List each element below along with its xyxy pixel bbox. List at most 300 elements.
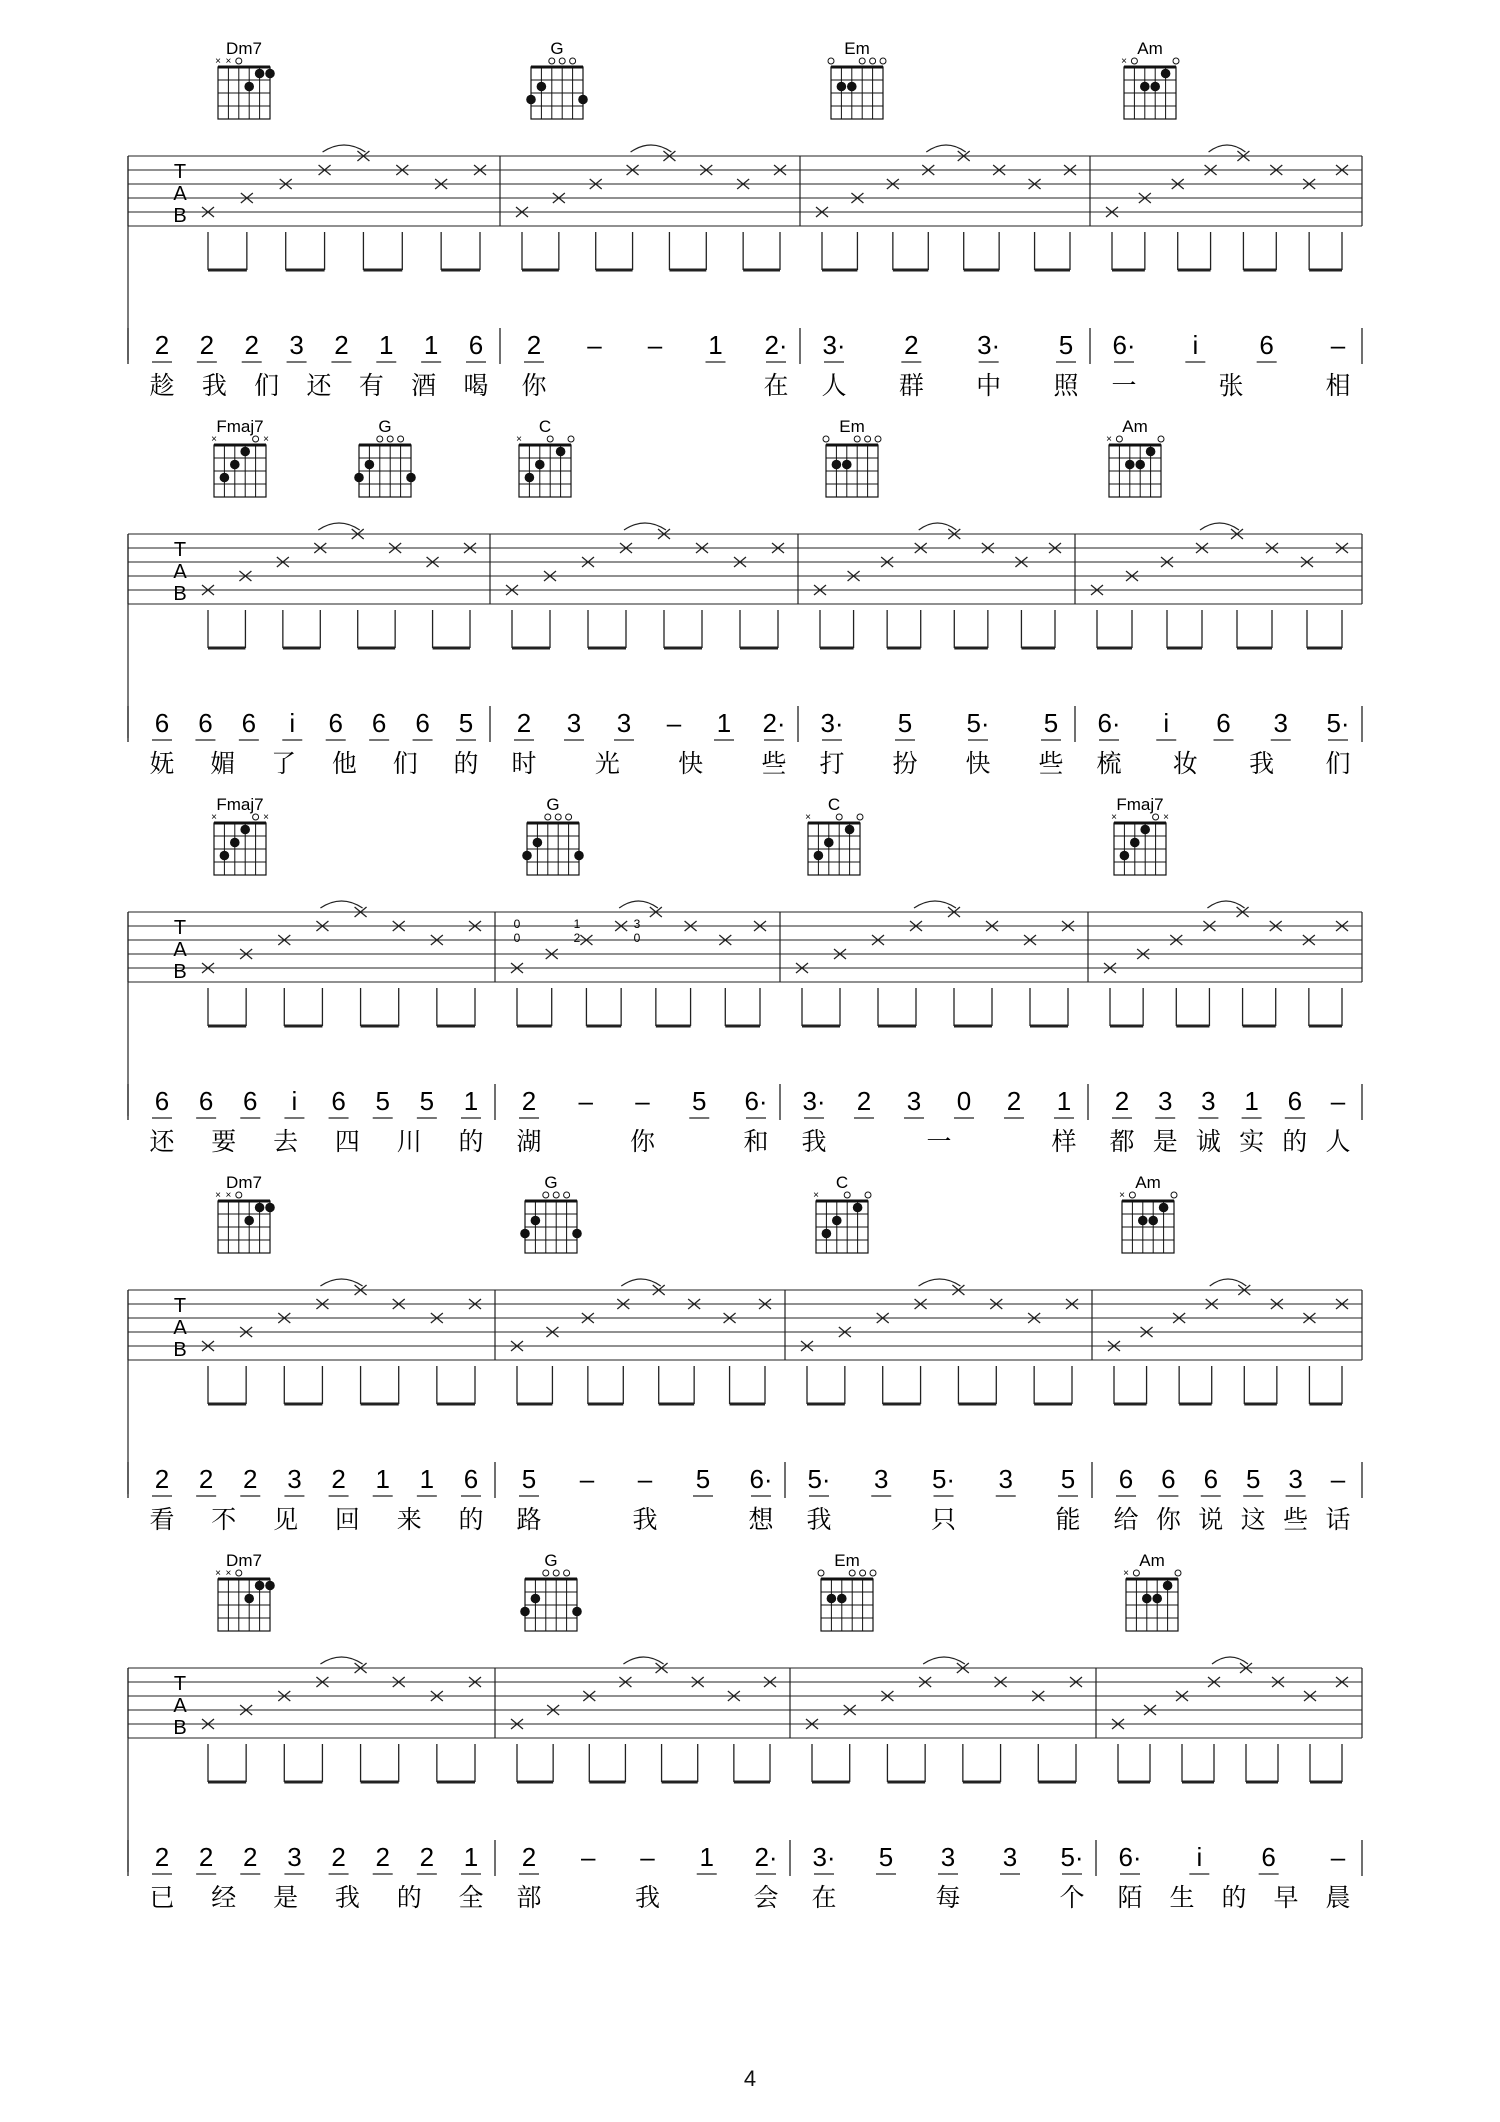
slur [1209,145,1246,152]
open-string-mark [875,436,881,442]
tab-clef-letter: T [173,1295,187,1317]
finger-dot [230,838,240,848]
lyric-char: 妩 [149,749,175,778]
muted-string-mark: × [1106,434,1112,445]
chord-diagram [828,58,886,119]
muted-string-mark: × [1119,1190,1125,1201]
lyric-char: 回 [334,1505,360,1534]
finger-dot [1148,1216,1158,1226]
lyric-char: 个 [1059,1883,1085,1912]
muted-string-mark: × [263,434,269,445]
lyric-char: 媚 [210,749,236,778]
jianpu-note: 0 [956,1086,972,1116]
jianpu-note: 2 [375,1842,390,1872]
jianpu-note: 3· [977,330,1001,360]
slur [318,523,359,530]
lyric-char: 看 [149,1505,175,1534]
lyric-char: 只 [930,1505,957,1534]
jianpu-note: 6 [154,1086,170,1116]
finger-dot [556,447,566,457]
jianpu-note: 1 [716,708,732,738]
finger-dot [827,1594,837,1604]
jianpu-note: – [640,1842,655,1872]
tab-clef-letter: A [173,1695,187,1717]
finger-dot [1152,1594,1162,1604]
jianpu-note: 6· [1097,708,1121,738]
chord-diagram [1123,1568,1181,1631]
chord-diagram [215,56,275,119]
finger-dot [578,95,588,105]
jianpu-note: 5· [1326,708,1350,738]
open-string-mark [253,436,259,442]
finger-dot [574,851,584,861]
tab-clef-letter: A [173,1317,187,1339]
lyric-char: 能 [1055,1505,1081,1534]
jianpu-note: 3 [1002,1842,1018,1872]
open-string-mark [865,1192,871,1198]
open-string-mark [236,1192,242,1198]
finger-dot [572,1607,582,1617]
jianpu-note: 5 [1043,708,1059,738]
finger-dot [1161,69,1171,79]
muted-string-mark: × [1163,812,1169,823]
lyric-char: 我 [801,1127,827,1156]
lyric-char: 样 [1051,1127,1077,1156]
tab-staff [128,1657,1362,1782]
numbered-notation [128,1840,1362,1912]
slur [624,523,666,530]
jianpu-note: 3 [906,1086,922,1116]
open-string-mark [865,436,871,442]
finger-dot [522,851,532,861]
lyric-char: 酒 [411,371,437,400]
slur [914,901,956,908]
lyric-char: 部 [516,1883,542,1912]
jianpu-note: 2 [521,1842,537,1872]
muted-string-mark: × [1121,56,1127,67]
jianpu-note: 2 [334,330,349,360]
jianpu-note: 6 [463,1464,479,1494]
lyric-char: 打 [819,749,845,778]
open-string-mark [823,436,829,442]
jianpu-note: 2 [521,1086,537,1116]
jianpu-note: 6 [415,708,430,738]
finger-dot [832,460,842,470]
chord-diagram [818,1570,876,1631]
finger-dot [537,82,547,92]
lyric-char: 是 [1152,1127,1178,1156]
slur [1210,1279,1247,1286]
lyric-char: 实 [1239,1127,1265,1156]
jianpu-note: 6· [744,1086,768,1116]
lyric-char: 的 [458,1127,484,1156]
finger-dot [842,460,852,470]
open-string-mark [1175,1570,1181,1576]
lyric-char: 我 [632,1505,658,1534]
chord-name: Em [844,39,870,58]
finger-dot [255,1203,265,1213]
jianpu-note: – [578,1086,593,1116]
lyric-char: 想 [748,1505,774,1534]
lyric-char: 见 [273,1505,299,1534]
lyric-char: 一 [1111,371,1137,400]
jianpu-note: 3 [616,708,632,738]
jianpu-note: 6· [749,1464,773,1494]
jianpu-note: 3· [802,1086,826,1116]
jianpu-note: 6 [371,708,387,738]
finger-dot [365,460,375,470]
jianpu-note: 2 [198,1842,214,1872]
chord-diagram [354,436,416,497]
muted-string-mark: × [211,812,217,823]
lyric-char: 些 [1038,749,1064,778]
muted-string-mark: × [225,56,232,67]
lyric-char: 话 [1325,1505,1351,1534]
jianpu-note: 2· [754,1842,778,1872]
lyric-char: 一 [926,1127,952,1156]
tab-fret-number: 3 [633,917,641,931]
muted-string-mark: × [215,56,221,67]
finger-dot [1159,1203,1169,1213]
chord-diagram [1106,434,1164,497]
lyric-char: 陌 [1117,1883,1143,1912]
finger-dot [533,838,543,848]
jianpu-note: 5 [458,708,474,738]
tab-clef-letter: A [173,183,187,205]
chord-name: Em [834,1551,860,1570]
lyric-char: 在 [763,371,789,400]
lyric-char: 湖 [516,1127,542,1156]
slur [619,901,658,908]
lyric-char: 喝 [463,371,489,400]
finger-dot [520,1607,530,1617]
finger-dot [1135,460,1145,470]
finger-dot [220,473,230,483]
finger-dot [265,1581,275,1591]
chord-name: Fmaj7 [1116,795,1164,814]
jianpu-note: 2 [154,1842,170,1872]
lyric-char: 晨 [1325,1883,1351,1912]
system-5 [128,1551,1362,1912]
lyric-char: 中 [976,371,1002,400]
lyric-char: 的 [396,1883,422,1912]
jianpu-note: 1 [699,1842,714,1872]
chord-name: Fmaj7 [216,795,264,814]
chord-name: Dm7 [226,1173,262,1192]
jianpu-note: 6 [1118,1464,1134,1494]
muted-string-mark: × [263,812,269,823]
lyric-char: 扮 [892,749,918,778]
open-string-mark [564,1570,570,1576]
slur [623,1657,663,1664]
open-string-mark [253,814,259,820]
lyric-char: 快 [678,749,704,778]
lyric-char: 我 [201,371,227,400]
finger-dot [1150,82,1160,92]
finger-dot [1146,447,1156,457]
open-string-mark [836,814,842,820]
lyric-char: 的 [458,1505,484,1534]
lyric-char: 还 [149,1127,175,1156]
open-string-mark [1129,1192,1135,1198]
tab-clef-letter: A [173,561,187,583]
open-string-mark [236,58,242,64]
open-string-mark [236,1570,242,1576]
open-string-mark [1131,58,1137,64]
chord-name: G [544,1551,558,1570]
open-string-mark [844,1192,850,1198]
tab-clef-letter: T [173,539,187,561]
lyric-char: 光 [594,749,620,778]
lyric-char: 你 [629,1127,656,1156]
finger-dot [853,1203,863,1213]
tab-clef-letter: A [173,939,187,961]
lyric-char: 我 [806,1505,832,1534]
jianpu-note: 3 [566,708,582,738]
jianpu-note: 6 [243,1086,258,1116]
lyric-char: 来 [396,1505,422,1534]
slur [926,145,965,152]
muted-string-mark: × [211,434,217,445]
jianpu-note: 1 [1244,1086,1259,1116]
chord-name: G [550,39,564,58]
lyric-char: 照 [1053,371,1079,400]
jianpu-note: 1 [379,330,394,360]
open-string-mark [564,1192,570,1198]
jianpu-note: 1 [419,1464,435,1494]
finger-dot [520,1229,530,1239]
slur [631,145,672,152]
finger-dot [255,1581,265,1591]
jianpu-note: 6 [241,708,257,738]
lyric-char: 梳 [1096,749,1122,778]
jianpu-note: 3 [287,1842,302,1872]
muted-string-mark: × [805,812,811,823]
jianpu-note: 2 [154,330,170,360]
jianpu-note: 5 [692,1086,707,1116]
finger-dot [847,82,857,92]
jianpu-note: 5 [878,1842,894,1872]
open-string-mark [547,436,553,442]
jianpu-note: 5 [1058,330,1074,360]
chord-name: Am [1137,39,1163,58]
open-string-mark [859,58,865,64]
lyric-char: 群 [898,371,924,400]
lyric-char: 你 [521,371,547,400]
jianpu-note: i [1163,708,1170,738]
muted-string-mark: × [225,1190,232,1201]
chord-name: C [538,417,552,436]
jianpu-note: 5 [419,1086,435,1116]
lyric-char: 的 [453,749,479,778]
chord-name: G [546,795,560,814]
slur [621,1279,660,1286]
chord-diagram [215,1568,275,1631]
slur [919,1279,961,1286]
finger-dot [1163,1581,1173,1591]
jianpu-note: – [637,1464,653,1494]
open-string-mark [566,814,572,820]
lyric-char: 给 [1113,1505,1139,1534]
jianpu-note: 2 [526,330,542,360]
jianpu-note: i [1192,330,1199,360]
finger-dot [1120,851,1130,861]
jianpu-note: 5 [695,1464,711,1494]
jianpu-note: – [579,1464,595,1494]
jianpu-note: 2· [764,330,788,360]
open-string-mark [1153,814,1159,820]
jianpu-note: 6 [1216,708,1231,738]
jianpu-note: 1 [375,1464,390,1494]
numbered-notation [128,1084,1362,1156]
jianpu-note: 1 [463,1086,479,1116]
finger-dot [1140,82,1150,92]
jianpu-note: 1 [423,330,439,360]
chord-diagram [522,814,584,875]
jianpu-note: – [635,1086,650,1116]
jianpu-note: 6 [1161,1464,1176,1494]
tab-clef-letter: B [173,1717,187,1739]
open-string-mark [1116,436,1122,442]
open-string-mark [570,58,576,64]
jianpu-note: 6 [1203,1464,1219,1494]
jianpu-note: 2 [198,1464,214,1494]
lyric-char: 人 [821,371,847,400]
lyric-char: 们 [392,749,418,778]
lyric-char: 们 [1325,749,1351,778]
jianpu-note: 5 [1060,1464,1076,1494]
jianpu-note: 2 [516,708,532,738]
jianpu-note: i [1196,1842,1203,1872]
lyric-char: 在 [811,1883,837,1912]
finger-dot [244,82,254,92]
finger-dot [255,69,265,79]
jianpu-note: – [1330,1086,1346,1116]
jianpu-note: – [1330,330,1346,360]
jianpu-note: 6 [198,1086,214,1116]
open-string-mark [549,58,555,64]
jianpu-note: 2 [1114,1086,1130,1116]
lyric-char: 快 [965,749,991,778]
slur [923,1657,965,1664]
open-string-mark [553,1570,559,1576]
open-string-mark [543,1570,549,1576]
finger-dot [822,1229,832,1239]
open-string-mark [545,814,551,820]
open-string-mark [555,814,561,820]
jianpu-note: 6 [154,708,170,738]
open-string-mark [568,436,574,442]
jianpu-note: 1 [1056,1086,1072,1116]
lyric-char: 我 [634,1883,661,1912]
lyric-char: 要 [211,1127,237,1156]
muted-string-mark: × [215,1190,221,1201]
jianpu-note: 1 [708,330,723,360]
lyric-char: 时 [511,749,537,778]
chord-diagram [823,436,881,497]
finger-dot [220,851,230,861]
jianpu-note: 5· [1060,1842,1084,1872]
jianpu-note: – [647,330,663,360]
lyric-char: 已 [149,1883,175,1912]
open-string-mark [854,436,860,442]
chord-name: Am [1139,1551,1165,1570]
chord-diagram [211,812,269,875]
numbered-notation [128,328,1362,400]
lyric-char: 我 [1249,749,1275,778]
jianpu-note: 3 [289,330,304,360]
lyric-char: 诚 [1195,1127,1221,1156]
chord-name: Am [1122,417,1148,436]
lyric-char: 人 [1325,1127,1351,1156]
jianpu-note: 6· [1118,1842,1142,1872]
lyric-char: 你 [1155,1505,1181,1534]
jianpu-note: 2 [244,330,259,360]
lyric-char: 每 [935,1883,961,1912]
tab-fret-number: 0 [633,931,641,945]
tab-clef-letter: B [173,1339,187,1361]
chord-diagram [215,1190,275,1253]
jianpu-note: 2 [331,1842,346,1872]
jianpu-note: 2 [199,330,215,360]
jianpu-note: i [291,1086,298,1116]
system-3 [128,795,1362,1156]
finger-dot [531,1594,541,1604]
jianpu-note: 5 [375,1086,390,1116]
tab-fret-number: 1 [573,917,581,931]
lyric-char: 川 [396,1127,422,1156]
chord-diagram [1111,812,1169,875]
system-4 [128,1173,1362,1534]
lyric-char: 生 [1169,1883,1195,1912]
lyric-char: 我 [334,1883,360,1912]
chord-name: G [544,1173,558,1192]
lyric-char: 有 [358,371,384,400]
muted-string-mark: × [516,434,522,445]
jianpu-note: 5· [966,708,990,738]
muted-string-mark: × [1111,812,1117,823]
tab-staff [128,145,1362,270]
slur [1207,901,1244,908]
tab-clef-letter: B [173,583,187,605]
finger-dot [244,1216,254,1226]
lyric-char: 路 [516,1505,542,1534]
finger-dot [531,1216,541,1226]
open-string-mark [387,436,393,442]
open-string-mark [398,436,404,442]
jianpu-note: 6 [1287,1086,1303,1116]
lyric-char: 这 [1240,1505,1266,1534]
jianpu-note: 6 [1261,1842,1276,1872]
jianpu-note: 2 [243,1842,258,1872]
finger-dot [265,1203,275,1213]
jianpu-note: 5 [1245,1464,1261,1494]
lyric-char: 都 [1109,1127,1135,1156]
open-string-mark [870,1570,876,1576]
chord-name: Dm7 [226,39,262,58]
tab-clef-letter: B [173,961,187,983]
chord-diagram [1119,1190,1177,1253]
lyric-char: 的 [1221,1883,1247,1912]
open-string-mark [828,58,834,64]
jianpu-note: – [1330,1464,1346,1494]
numbered-notation [128,706,1362,778]
jianpu-note: 2 [904,330,919,360]
jianpu-note: 3 [1288,1464,1303,1494]
chord-diagram [813,1190,871,1253]
jianpu-note: 2 [154,1464,170,1494]
jianpu-note: 3 [940,1842,956,1872]
